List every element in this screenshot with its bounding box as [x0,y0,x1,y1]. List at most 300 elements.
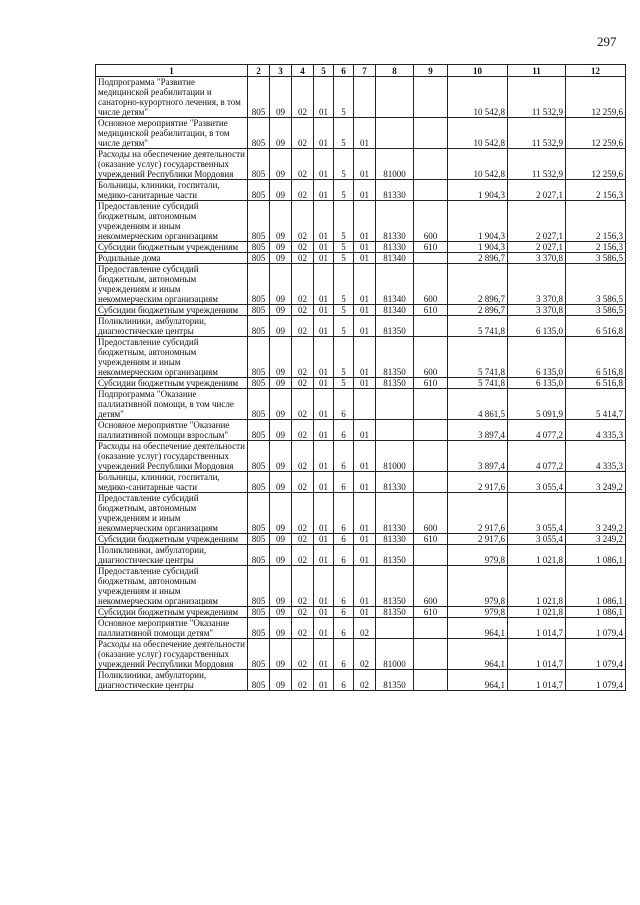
amount-cell: 1 014,7 [508,639,566,670]
amount-cell: 2 027,1 [508,180,566,201]
code-subsection-cell: 02 [292,316,314,337]
code-program-cell: 01 [314,201,334,242]
code-subprogram-cell: 6 [334,618,354,639]
code-subsection-cell: 02 [292,607,314,618]
code-section-cell: 09 [270,201,292,242]
row-name-cell: Предоставление субсидий бюджетным, автономным учреждениям и иным некоммерческим организациям [96,264,248,305]
code-activity-cell: 01 [354,534,376,545]
row-name-cell: Основное мероприятие "Развитие медицинской реабилитации, в том числе детям" [96,118,248,149]
code-admin-cell: 805 [248,337,270,378]
code-activity-cell: 02 [354,670,376,691]
amount-cell: 5 091,9 [508,389,566,420]
amount-cell: 6 135,0 [508,337,566,378]
row-name-cell: Поликлиники, амбулатории, диагностические центры [96,316,248,337]
amount-cell: 1 904,3 [448,242,508,253]
code-admin-cell: 805 [248,378,270,389]
code-subprogram-cell: 6 [334,670,354,691]
column-header: 1 [96,65,248,77]
code-activity-cell: 01 [354,566,376,607]
code-program-cell: 01 [314,534,334,545]
code-subsection-cell: 02 [292,378,314,389]
code-subsection-cell: 02 [292,639,314,670]
code-program-cell: 01 [314,566,334,607]
code-program-cell: 01 [314,316,334,337]
table-body [96,77,626,691]
row-name-cell: Родильные дома [96,253,248,264]
code-admin-cell: 805 [248,77,270,118]
code-direction-cell [376,389,414,420]
amount-cell: 11 532,9 [508,77,566,118]
code-subsection-cell: 02 [292,534,314,545]
code-expense-type-cell [414,472,448,493]
code-activity-cell: 01 [354,378,376,389]
code-admin-cell: 805 [248,118,270,149]
amount-cell: 4 335,3 [566,441,626,472]
code-admin-cell: 805 [248,493,270,534]
amount-cell: 2 156,3 [566,180,626,201]
code-expense-type-cell: 610 [414,305,448,316]
amount-cell: 3 370,8 [508,305,566,316]
table-row [96,639,626,670]
amount-cell: 2 027,1 [508,201,566,242]
code-direction-cell: 81000 [376,639,414,670]
amount-cell: 3 586,5 [566,305,626,316]
column-header: 12 [566,65,626,77]
row-name-cell: Больницы, клиники, госпитали, медико-санитарные части [96,180,248,201]
code-section-cell: 09 [270,180,292,201]
table-row [96,420,626,441]
amount-cell: 979,8 [448,607,508,618]
code-direction-cell [376,118,414,149]
code-program-cell: 01 [314,305,334,316]
row-name-cell: Субсидии бюджетным учреждениям [96,242,248,253]
code-direction-cell: 81330 [376,242,414,253]
code-subprogram-cell: 6 [334,493,354,534]
code-subsection-cell: 02 [292,472,314,493]
code-direction-cell: 81340 [376,305,414,316]
amount-cell: 1 014,7 [508,618,566,639]
code-activity-cell: 01 [354,253,376,264]
code-expense-type-cell: 600 [414,337,448,378]
amount-cell: 1 079,4 [566,618,626,639]
column-header: 6 [334,65,354,77]
code-activity-cell: 02 [354,618,376,639]
code-direction-cell: 81350 [376,316,414,337]
code-subprogram-cell: 6 [334,607,354,618]
row-name-cell: Подпрограмма "Оказание паллиативной помощи, в том числе детям" [96,389,248,420]
code-program-cell: 01 [314,264,334,305]
amount-cell: 2 896,7 [448,264,508,305]
row-name-cell: Подпрограмма "Развитие медицинской реабилитации и санаторно-курортного лечения, в том числе детям" [96,77,248,118]
amount-cell: 3 370,8 [508,253,566,264]
code-section-cell: 09 [270,607,292,618]
code-section-cell: 09 [270,378,292,389]
code-subprogram-cell: 5 [334,316,354,337]
code-program-cell: 01 [314,242,334,253]
code-section-cell: 09 [270,493,292,534]
code-expense-type-cell [414,389,448,420]
column-header: 7 [354,65,376,77]
code-activity-cell: 01 [354,472,376,493]
amount-cell: 1 021,8 [508,545,566,566]
code-subprogram-cell: 5 [334,180,354,201]
code-admin-cell: 805 [248,242,270,253]
code-activity-cell: 02 [354,639,376,670]
amount-cell: 6 516,8 [566,316,626,337]
code-program-cell: 01 [314,77,334,118]
amount-cell: 1 021,8 [508,566,566,607]
code-subsection-cell: 02 [292,670,314,691]
amount-cell: 2 896,7 [448,305,508,316]
column-header: 5 [314,65,334,77]
code-admin-cell: 805 [248,316,270,337]
code-subsection-cell: 02 [292,201,314,242]
code-activity-cell: 01 [354,493,376,534]
code-direction-cell [376,420,414,441]
code-subsection-cell: 02 [292,420,314,441]
code-section-cell: 09 [270,118,292,149]
code-expense-type-cell: 610 [414,242,448,253]
amount-cell: 2 917,6 [448,472,508,493]
code-activity-cell: 01 [354,337,376,378]
table-row [96,337,626,378]
code-program-cell: 01 [314,253,334,264]
code-subprogram-cell: 5 [334,77,354,118]
row-name-cell: Субсидии бюджетным учреждениям [96,305,248,316]
amount-cell: 10 542,8 [448,118,508,149]
column-header: 3 [270,65,292,77]
amount-cell: 1 079,4 [566,639,626,670]
column-header: 11 [508,65,566,77]
column-header: 9 [414,65,448,77]
row-name-cell: Расходы на обеспечение деятельности (оказание услуг) государственных учреждений Республики Мордовия [96,149,248,180]
code-admin-cell: 805 [248,534,270,545]
amount-cell: 10 542,8 [448,77,508,118]
code-direction-cell: 81350 [376,378,414,389]
amount-cell: 1 904,3 [448,201,508,242]
code-subprogram-cell: 6 [334,639,354,670]
code-subprogram-cell: 5 [334,242,354,253]
code-expense-type-cell: 600 [414,264,448,305]
column-header: 2 [248,65,270,77]
code-section-cell: 09 [270,316,292,337]
code-subsection-cell: 02 [292,77,314,118]
code-program-cell: 01 [314,639,334,670]
amount-cell: 2 917,6 [448,534,508,545]
code-section-cell: 09 [270,472,292,493]
code-section-cell: 09 [270,389,292,420]
code-activity-cell: 01 [354,242,376,253]
row-name-cell: Основное мероприятие "Оказание паллиативной помощи детям" [96,618,248,639]
amount-cell: 1 079,4 [566,670,626,691]
code-admin-cell: 805 [248,253,270,264]
code-expense-type-cell [414,618,448,639]
amount-cell: 11 532,9 [508,118,566,149]
code-program-cell: 01 [314,180,334,201]
code-expense-type-cell [414,77,448,118]
row-name-cell: Предоставление субсидий бюджетным, автономным учреждениям и иным некоммерческим организациям [96,337,248,378]
code-activity-cell: 01 [354,545,376,566]
row-name-cell: Расходы на обеспечение деятельности (оказание услуг) государственных учреждений Республики Мордовия [96,639,248,670]
code-activity-cell: 01 [354,149,376,180]
page-number: 297 [597,34,617,49]
code-section-cell: 09 [270,149,292,180]
code-subsection-cell: 02 [292,264,314,305]
amount-cell: 3 055,4 [508,534,566,545]
code-program-cell: 01 [314,378,334,389]
code-program-cell: 01 [314,441,334,472]
code-direction-cell: 81330 [376,201,414,242]
table-row [96,316,626,337]
table-row [96,618,626,639]
code-activity-cell [354,77,376,118]
code-subprogram-cell: 6 [334,472,354,493]
code-admin-cell: 805 [248,180,270,201]
code-admin-cell: 805 [248,264,270,305]
amount-cell: 3 249,2 [566,493,626,534]
amount-cell: 964,1 [448,639,508,670]
code-direction-cell [376,77,414,118]
code-program-cell: 01 [314,420,334,441]
code-section-cell: 09 [270,77,292,118]
table-row [96,253,626,264]
code-program-cell: 01 [314,607,334,618]
code-program-cell: 01 [314,337,334,378]
code-expense-type-cell [414,253,448,264]
code-section-cell: 09 [270,441,292,472]
table-row [96,545,626,566]
code-program-cell: 01 [314,545,334,566]
code-expense-type-cell [414,420,448,441]
code-subprogram-cell: 6 [334,566,354,607]
code-direction-cell: 81330 [376,472,414,493]
code-section-cell: 09 [270,253,292,264]
code-admin-cell: 805 [248,420,270,441]
code-admin-cell: 805 [248,618,270,639]
amount-cell: 979,8 [448,566,508,607]
amount-cell: 4 335,3 [566,420,626,441]
table-row [96,264,626,305]
code-program-cell: 01 [314,149,334,180]
code-subprogram-cell: 6 [334,441,354,472]
table-row [96,441,626,472]
table-row [96,180,626,201]
code-subprogram-cell: 5 [334,337,354,378]
code-direction-cell: 81350 [376,670,414,691]
amount-cell: 5 741,8 [448,316,508,337]
code-subprogram-cell: 6 [334,534,354,545]
code-activity-cell: 01 [354,180,376,201]
amount-cell: 1 904,3 [448,180,508,201]
amount-cell: 12 259,6 [566,118,626,149]
code-activity-cell: 01 [354,118,376,149]
amount-cell: 964,1 [448,618,508,639]
code-activity-cell: 01 [354,420,376,441]
code-activity-cell: 01 [354,316,376,337]
amount-cell: 4 077,2 [508,441,566,472]
table-row [96,493,626,534]
code-expense-type-cell [414,118,448,149]
code-admin-cell: 805 [248,305,270,316]
amount-cell: 12 259,6 [566,77,626,118]
amount-cell: 2 027,1 [508,242,566,253]
code-direction-cell: 81340 [376,253,414,264]
code-expense-type-cell [414,180,448,201]
row-name-cell: Поликлиники, амбулатории, диагностические центры [96,545,248,566]
amount-cell: 5 414,7 [566,389,626,420]
column-header: 4 [292,65,314,77]
table-row [96,607,626,618]
code-section-cell: 09 [270,305,292,316]
table-row [96,670,626,691]
code-program-cell: 01 [314,670,334,691]
amount-cell: 979,8 [448,545,508,566]
code-direction-cell: 81350 [376,566,414,607]
table-row [96,242,626,253]
code-subsection-cell: 02 [292,242,314,253]
code-section-cell: 09 [270,566,292,607]
code-subsection-cell: 02 [292,253,314,264]
amount-cell: 1 021,8 [508,607,566,618]
code-subsection-cell: 02 [292,149,314,180]
amount-cell: 964,1 [448,670,508,691]
code-subprogram-cell: 6 [334,389,354,420]
code-direction-cell: 81350 [376,337,414,378]
amount-cell: 6 516,8 [566,378,626,389]
amount-cell: 1 014,7 [508,670,566,691]
code-subprogram-cell: 5 [334,253,354,264]
code-admin-cell: 805 [248,607,270,618]
code-expense-type-cell: 600 [414,566,448,607]
code-subsection-cell: 02 [292,545,314,566]
row-name-cell: Основное мероприятие "Оказание паллиативной помощи взрослым" [96,420,248,441]
amount-cell: 6 516,8 [566,337,626,378]
amount-cell: 1 086,1 [566,566,626,607]
code-section-cell: 09 [270,242,292,253]
row-name-cell: Субсидии бюджетным учреждениям [96,607,248,618]
amount-cell: 3 897,4 [448,420,508,441]
code-direction-cell: 81350 [376,545,414,566]
code-subsection-cell: 02 [292,337,314,378]
amount-cell: 1 086,1 [566,545,626,566]
code-program-cell: 01 [314,389,334,420]
code-activity-cell: 01 [354,201,376,242]
amount-cell: 4 077,2 [508,420,566,441]
code-activity-cell: 01 [354,264,376,305]
code-activity-cell: 01 [354,607,376,618]
row-name-cell: Поликлиники, амбулатории, диагностические центры [96,670,248,691]
code-subprogram-cell: 5 [334,264,354,305]
code-direction-cell: 81330 [376,180,414,201]
table-row [96,378,626,389]
code-expense-type-cell: 610 [414,607,448,618]
code-subprogram-cell: 5 [334,378,354,389]
code-expense-type-cell [414,670,448,691]
amount-cell: 4 861,5 [448,389,508,420]
amount-cell: 2 156,3 [566,242,626,253]
code-section-cell: 09 [270,618,292,639]
budget-table [95,64,626,691]
code-expense-type-cell [414,316,448,337]
amount-cell: 5 741,8 [448,378,508,389]
amount-cell: 6 135,0 [508,316,566,337]
code-section-cell: 09 [270,670,292,691]
amount-cell: 2 917,6 [448,493,508,534]
code-admin-cell: 805 [248,639,270,670]
code-program-cell: 01 [314,618,334,639]
code-admin-cell: 805 [248,545,270,566]
code-section-cell: 09 [270,534,292,545]
code-subsection-cell: 02 [292,618,314,639]
code-section-cell: 09 [270,264,292,305]
code-activity-cell [354,389,376,420]
table-row [96,149,626,180]
column-header: 10 [448,65,508,77]
row-name-cell: Предоставление субсидий бюджетным, автономным учреждениям и иным некоммерческим организациям [96,201,248,242]
code-expense-type-cell [414,545,448,566]
code-subprogram-cell: 6 [334,420,354,441]
table-row [96,389,626,420]
amount-cell: 10 542,8 [448,149,508,180]
code-subsection-cell: 02 [292,180,314,201]
code-admin-cell: 805 [248,441,270,472]
code-expense-type-cell: 600 [414,493,448,534]
code-activity-cell: 01 [354,305,376,316]
code-direction-cell [376,618,414,639]
amount-cell: 3 249,2 [566,472,626,493]
amount-cell: 6 135,0 [508,378,566,389]
code-program-cell: 01 [314,493,334,534]
code-subsection-cell: 02 [292,118,314,149]
code-subprogram-cell: 5 [334,118,354,149]
table-row [96,566,626,607]
code-subsection-cell: 02 [292,305,314,316]
row-name-cell: Субсидии бюджетным учреждениям [96,378,248,389]
code-program-cell: 01 [314,118,334,149]
row-name-cell: Предоставление субсидий бюджетным, автономным учреждениям и иным некоммерческим организациям [96,493,248,534]
table-row [96,118,626,149]
code-expense-type-cell [414,149,448,180]
row-name-cell: Больницы, клиники, госпитали, медико-санитарные части [96,472,248,493]
amount-cell: 5 741,8 [448,337,508,378]
code-section-cell: 09 [270,337,292,378]
amount-cell: 2 156,3 [566,201,626,242]
code-admin-cell: 805 [248,201,270,242]
amount-cell: 3 586,5 [566,264,626,305]
amount-cell: 3 249,2 [566,534,626,545]
table-row [96,305,626,316]
code-direction-cell: 81330 [376,534,414,545]
code-expense-type-cell: 600 [414,201,448,242]
code-program-cell: 01 [314,472,334,493]
code-subprogram-cell: 6 [334,545,354,566]
code-admin-cell: 805 [248,472,270,493]
table-row [96,201,626,242]
code-expense-type-cell [414,639,448,670]
code-subprogram-cell: 5 [334,149,354,180]
amount-cell: 3 055,4 [508,493,566,534]
amount-cell: 3 897,4 [448,441,508,472]
code-subprogram-cell: 5 [334,305,354,316]
code-subsection-cell: 02 [292,566,314,607]
code-expense-type-cell: 610 [414,534,448,545]
code-section-cell: 09 [270,545,292,566]
table-row [96,534,626,545]
amount-cell: 2 896,7 [448,253,508,264]
code-expense-type-cell: 610 [414,378,448,389]
code-direction-cell: 81000 [376,149,414,180]
table-row [96,472,626,493]
